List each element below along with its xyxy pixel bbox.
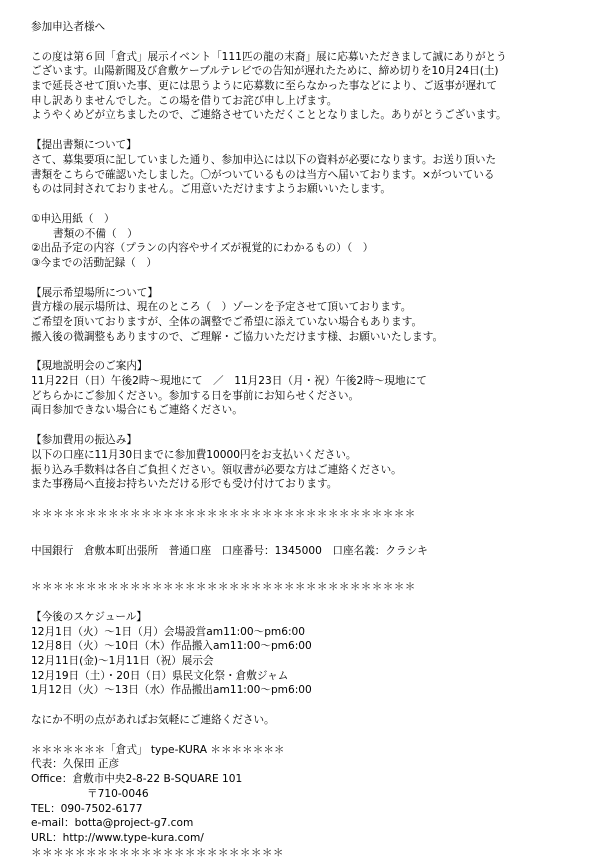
schedule-item: 1月12日（火）～13日（水）作品搬出am11:00～pm6:00 <box>31 684 312 697</box>
section-heading: 【現地説明会のご案内】 <box>31 360 148 373</box>
schedule-item: 12月1日（火）～1日（月）会場設営am11:00～pm6:00 <box>31 625 306 638</box>
fee-section <box>31 433 576 492</box>
checklist-item: 書類の不備（ ） <box>53 227 138 240</box>
schedule-item: 12月19日（土）・20日（日）県民文化祭・倉敷ジャム <box>31 669 289 682</box>
signature-block <box>31 743 576 860</box>
body-line: 書類をこちらで確認いたしました。〇がついているものは当方へ届いております。×がついている <box>31 168 495 181</box>
star-divider: ＊＊＊＊＊＊＊＊＊＊＊＊＊＊＊＊＊＊＊＊＊＊＊＊＊＊＊＊＊＊＊＊＊＊＊ <box>31 581 416 594</box>
bank-account: 中国銀行 倉敷本町出張所 普通口座 口座番号：1345000 口座名義：クラシキ <box>31 544 428 557</box>
representative: 代表：久保田 正彦 <box>31 758 120 771</box>
section-heading: 【展示希望場所について】 <box>31 286 158 299</box>
checklist-item: ③今までの活動記録（ ） <box>31 256 158 269</box>
signature-footer-divider: ＊＊＊＊＊＊＊＊＊＊＊＊＊＊＊＊＊＊＊＊＊＊＊ <box>31 846 284 859</box>
star-divider: ＊＊＊＊＊＊＊＊＊＊＊＊＊＊＊＊＊＊＊＊＊＊＊＊＊＊＊＊＊＊＊＊＊＊＊ <box>31 507 416 520</box>
section-heading: 【提出書類について】 <box>31 139 137 152</box>
intro-line: まで延長させて頂いた事、更には思うように応募数に至らなかった事などにより、ご返事が遅れて <box>31 80 498 93</box>
office-address: Office：倉敷市中央2-8-22 B-SQUARE 101 <box>31 773 243 786</box>
intro-line: 申し訳ありませんでした。この場を借りてお詫び申し上げます。 <box>31 94 338 107</box>
body-line: 搬入後の微調整もありますので、ご理解・ご協力いただけます様、お願いいたします。 <box>31 330 444 343</box>
checklist-item: ①申込用紙（ ） <box>31 212 115 225</box>
documents-section <box>31 138 576 271</box>
body-line: また事務局へ直接お持ちいただける形でも受け付けております。 <box>31 478 338 491</box>
body-line: 貴方様の展示場所は、現在のところ（ ）ゾーンを予定させて頂いております。 <box>31 301 412 314</box>
checklist-item: ②出品予定の内容（プランの内容やサイズが視覚的にわかるもの）（ ） <box>31 242 374 255</box>
schedule-section <box>31 610 576 698</box>
email-address: e-mail：botta@project-g7.com <box>31 817 194 830</box>
section-heading: 【今後のスケジュール】 <box>31 610 147 623</box>
venue-section <box>31 286 576 345</box>
intro-line: ございます。山陽新聞及び倉敷ケーブルテレビでの告知が遅れたために、締め切りを10月24日(土) <box>31 65 499 78</box>
postal-code: 〒710-0046 <box>87 787 149 800</box>
body-line: 振り込み手数料は各自ご負担ください。領収書が必要な方はご連絡ください。 <box>31 463 402 476</box>
salutation: 参加申込者様へ <box>31 21 106 33</box>
body-line: ご希望を頂いておりますが、全体の調整でご希望に添えていない場合もあります。 <box>31 316 423 328</box>
body-line: ものは同封されておりません。ご用意いただけますようお願いいたします。 <box>31 183 391 196</box>
body-line: どちらかにご参加ください。参加する日を事前にお知らせください。 <box>31 389 360 402</box>
schedule-item: 12月8日（火）～10日（木）作品搬入am11:00～pm6:00 <box>31 640 312 653</box>
intro-paragraph <box>31 50 576 123</box>
body-line: 以下の口座に11月30日までに参加費10000円をお支払いください。 <box>31 448 357 461</box>
phone-number: TEL：090-7502-6177 <box>31 802 143 815</box>
body-line: 両日参加できない場合にもご連絡ください。 <box>31 404 243 417</box>
section-heading: 【参加費用の振込み】 <box>31 434 137 447</box>
closing-note: なにか不明の点があればお気軽にご連絡ください。 <box>31 714 275 727</box>
schedule-item: 12月11日(金)～1月11日（祝）展示会 <box>31 655 214 667</box>
intro-line: ようやくめどが立ちましたので、ご連絡させていただくこととなりました。ありがとうございます。 <box>31 109 507 122</box>
website-url: URL：http://www.type-kura.com/ <box>31 831 204 844</box>
briefing-section <box>31 359 576 418</box>
body-line: 11月22日（日）午後2時～現地にて ／ 11月23日（月・祝）午後2時～現地にて <box>31 375 427 388</box>
intro-line: この度は第６回「倉式」展示イベント「111匹の龍の末裔」展に応募いただきまして誠にありがとう <box>31 50 507 63</box>
body-line: さて、募集要項に記していました通り、参加申込には以下の資料が必要になります。お送り頂いた <box>31 153 497 166</box>
signature-header: ＊＊＊＊＊＊＊「倉式」 type-KURA ＊＊＊＊＊＊＊ <box>31 743 285 756</box>
letter-page <box>31 20 576 860</box>
